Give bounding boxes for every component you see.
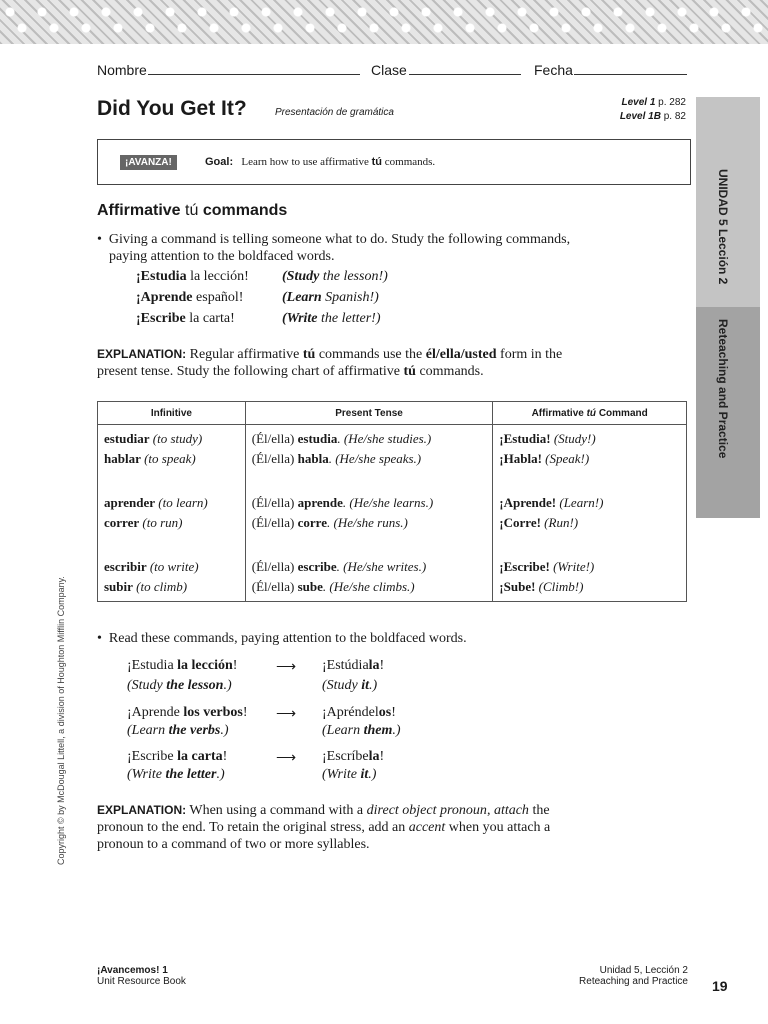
bullet-2 <box>97 630 467 647</box>
pre-b: aprende <box>297 495 343 510</box>
example-en-bold: (Write <box>282 311 318 326</box>
cmd: ¡Estudia! <box>499 431 551 446</box>
example-bold: ¡Escribe <box>136 311 186 326</box>
example-en-bold: (Study <box>282 269 320 284</box>
example-en-bold: (Learn <box>282 290 322 305</box>
pronoun-result-es <box>322 657 384 674</box>
pre-c: . (He/she runs.) <box>326 515 408 530</box>
explanation-2 <box>97 802 677 853</box>
cmd-en: (Write!) <box>549 559 595 574</box>
pronoun-example-en <box>127 677 232 694</box>
example-bold: ¡Estudia <box>136 269 187 284</box>
level1b-label: Level 1B <box>619 111 661 122</box>
res-en-c: .) <box>368 767 377 782</box>
section-title-2: tú <box>185 202 199 219</box>
present-cell <box>245 425 493 474</box>
exp2-l2a: pronoun to the end. To retain the original stress, add an <box>97 820 409 835</box>
inf-en: (to climb) <box>132 579 188 594</box>
exp2-l2c: when you attach a <box>445 820 551 835</box>
pre-c: . (He/she climbs.) <box>322 579 415 594</box>
res-en-b: it <box>360 767 369 782</box>
explanation1-label: EXPLANATION: <box>97 347 187 361</box>
nombre-label: Nombre <box>97 62 147 78</box>
present-cell <box>245 537 493 602</box>
table-header: Infinitive <box>98 402 246 425</box>
exp2-l1a: When using a command with a <box>186 803 367 818</box>
arrow-icon: ⟶ <box>276 751 297 766</box>
conjugation-table <box>97 401 687 602</box>
res-a: ¡Escríbe <box>322 749 369 764</box>
es-b: la carta <box>177 749 223 764</box>
arrow-icon: ⟶ <box>276 660 297 675</box>
pronoun-result-es <box>322 704 396 721</box>
footer-section-text: Reteaching and Practice <box>579 976 688 987</box>
table-row <box>98 425 687 474</box>
table-row <box>98 473 687 537</box>
bullet2-text: Read these commands, paying attention to the boldfaced words. <box>108 631 467 646</box>
example-rest: la lección! <box>186 269 249 284</box>
exp2-l1c: , <box>486 803 494 818</box>
res-c: ! <box>391 705 396 720</box>
pre-a: (Él/ella) <box>251 579 298 594</box>
infinitive-cell <box>98 473 246 537</box>
exp2-l1d: attach <box>493 803 529 818</box>
table-header: Affirmative tú Command <box>493 402 687 425</box>
res-en-a: (Write <box>322 767 361 782</box>
inf: estudiar <box>104 431 150 446</box>
explanation1-line2a: present tense. Study the following chart of affirmative <box>97 364 404 379</box>
page-subtitle: Presentación de gramática <box>275 107 394 118</box>
example-bold: ¡Aprende <box>136 290 193 305</box>
pronoun-result-en <box>322 766 376 783</box>
res-en-b: it <box>361 678 370 693</box>
en-b: the verbs <box>168 723 221 738</box>
explanation1-b: tú <box>302 347 316 362</box>
decorative-border <box>0 0 768 44</box>
table-row <box>98 537 687 602</box>
en-b: the letter <box>165 767 217 782</box>
es-b: la lección <box>177 658 233 673</box>
cmd-en: (Climb!) <box>535 579 584 594</box>
exp2-l2b: accent <box>408 820 446 835</box>
inf: aprender <box>104 495 156 510</box>
pronoun-example-en <box>127 722 229 739</box>
nombre-field[interactable] <box>148 74 360 75</box>
inf: correr <box>104 515 140 530</box>
table-header-row <box>98 402 687 425</box>
res-en-c: .) <box>392 723 401 738</box>
pronoun-result-es <box>322 748 384 765</box>
pre-b: sube <box>297 579 323 594</box>
side-tab-unit-text: UNIDAD 5 Lección 2 <box>716 169 730 285</box>
level-references <box>580 97 686 122</box>
es-c: ! <box>242 705 248 720</box>
res-en-c: .) <box>369 678 378 693</box>
es-a: ¡Escribe <box>127 749 178 764</box>
cmd: ¡Aprende! <box>499 495 557 510</box>
inf-en: (to learn) <box>155 495 208 510</box>
explanation-1 <box>97 346 677 380</box>
example-row <box>136 269 249 285</box>
side-tab-section-text: Reteaching and Practice <box>716 319 730 459</box>
cmd-en: (Study!) <box>550 431 596 446</box>
footer-book <box>97 965 186 987</box>
bullet-1 <box>97 231 657 265</box>
level1-page: p. 282 <box>655 97 686 108</box>
fecha-label: Fecha <box>534 62 573 78</box>
res-b: os <box>378 705 392 720</box>
section-title <box>97 202 287 220</box>
res-en-b: them <box>363 723 393 738</box>
bullet1-line2: paying attention to the boldfaced words. <box>109 249 335 264</box>
pre-c: . (He/she speaks.) <box>328 451 422 466</box>
goal-text-2: commands. <box>382 156 436 168</box>
res-a: ¡Apréndel <box>322 705 379 720</box>
fecha-field[interactable] <box>574 74 687 75</box>
bullet1-line1: Giving a command is telling someone what to do. Study the following commands, <box>108 232 571 247</box>
pre-a: (Él/ella) <box>251 515 298 530</box>
en-a: (Study <box>127 678 167 693</box>
inf: hablar <box>104 451 141 466</box>
example-en-rest: the lesson!) <box>319 269 388 284</box>
es-c: ! <box>232 658 238 673</box>
cmd: ¡Sube! <box>499 579 536 594</box>
copyright-text: Copyright © by McDougal Littell, a division of Houghton Mifflin Company. <box>56 576 66 865</box>
pronoun-result-en <box>322 677 377 694</box>
pronoun-example-es <box>127 704 248 721</box>
pronoun-example-en <box>127 766 225 783</box>
pre-b: escribe <box>297 559 337 574</box>
es-c: ! <box>222 749 228 764</box>
pre-a: (Él/ella) <box>251 451 298 466</box>
res-c: ! <box>379 749 385 764</box>
cmd-en: (Learn!) <box>556 495 604 510</box>
cmd: ¡Corre! <box>499 515 541 530</box>
example-en-rest: the letter!) <box>317 311 381 326</box>
cmd: ¡Escribe! <box>499 559 550 574</box>
inf-en: (to study) <box>149 431 203 446</box>
example-rest: español! <box>192 290 244 305</box>
inf-en: (to run) <box>139 515 183 530</box>
pre-b: habla <box>297 451 329 466</box>
cmd-en: (Speak!) <box>541 451 590 466</box>
en-c: .) <box>216 767 225 782</box>
page-number: 19 <box>712 978 728 994</box>
command-cell <box>493 425 687 474</box>
explanation2-label: EXPLANATION: <box>97 803 187 817</box>
es-a: ¡Estudia <box>127 658 178 673</box>
goal-box <box>97 139 691 185</box>
pre-a: (Él/ella) <box>251 495 298 510</box>
clase-label: Clase <box>371 62 407 78</box>
clase-field[interactable] <box>409 74 521 75</box>
pronoun-example-es <box>127 748 227 765</box>
section-title-1: Affirmative <box>97 202 186 219</box>
goal-label: Goal: <box>205 156 234 168</box>
present-cell <box>245 473 493 537</box>
footer-book-sub: Unit Resource Book <box>97 976 186 987</box>
en-c: .) <box>220 723 229 738</box>
pre-a: (Él/ella) <box>251 559 298 574</box>
example-rest: la carta! <box>185 311 235 326</box>
command-cell <box>493 537 687 602</box>
cmd-en: (Run!) <box>540 515 579 530</box>
pre-c: . (He/she studies.) <box>337 431 432 446</box>
exp2-l1e: the <box>528 803 550 818</box>
es-b: los verbos <box>183 705 243 720</box>
pre-a: (Él/ella) <box>251 431 298 446</box>
en-a: (Learn <box>127 723 169 738</box>
goal-text <box>205 156 435 168</box>
example-en-rest: Spanish!) <box>321 290 379 305</box>
level1-label: Level 1 <box>621 97 656 108</box>
example-row <box>136 290 243 306</box>
res-a: ¡Estúdia <box>322 658 369 673</box>
res-b: la <box>368 749 380 764</box>
arrow-icon: ⟶ <box>276 707 297 722</box>
footer-unit-text: Unidad 5, Lección 2 <box>599 965 688 976</box>
goal-text-bold: tú <box>371 156 382 168</box>
res-c: ! <box>379 658 385 673</box>
res-en-a: (Learn <box>322 723 364 738</box>
footer-unit <box>540 965 688 987</box>
bullet-icon: • <box>97 631 109 646</box>
pre-c: . (He/she learns.) <box>342 495 434 510</box>
pre-b: corre <box>297 515 327 530</box>
explanation1-e: form in the <box>496 347 563 362</box>
table-header: Present Tense <box>245 402 493 425</box>
res-b: la <box>368 658 380 673</box>
section-title-3: commands <box>198 202 288 219</box>
en-c: .) <box>223 678 232 693</box>
inf: subir <box>104 579 133 594</box>
goal-text-1: Learn how to use affirmative <box>241 156 372 168</box>
res-en-a: (Study <box>322 678 362 693</box>
es-a: ¡Aprende <box>127 705 184 720</box>
inf-en: (to write) <box>146 559 199 574</box>
inf-en: (to speak) <box>140 451 196 466</box>
pronoun-example-es <box>127 657 237 674</box>
exp2-l3: pronoun to a command of two or more syllables. <box>97 837 370 852</box>
example-translation <box>282 311 381 327</box>
infinitive-cell <box>98 425 246 474</box>
cmd: ¡Habla! <box>499 451 542 466</box>
infinitive-cell <box>98 537 246 602</box>
example-translation <box>282 290 379 306</box>
en-a: (Write <box>127 767 166 782</box>
explanation1-c: commands use the <box>315 347 426 362</box>
command-cell <box>493 473 687 537</box>
explanation1-a: Regular affirmative <box>186 347 303 362</box>
level1b-page: p. 82 <box>660 111 686 122</box>
explanation1-line2c: commands. <box>415 364 484 379</box>
example-row <box>136 311 235 327</box>
side-tab-section <box>696 307 760 518</box>
exp2-l1b: direct object pronoun <box>366 803 487 818</box>
en-b: the lesson <box>166 678 224 693</box>
pronoun-result-en <box>322 722 401 739</box>
page-title: Did You Get It? <box>97 97 247 120</box>
footer-book-title: ¡Avancemos! 1 <box>97 965 168 976</box>
inf: escribir <box>104 559 147 574</box>
side-tab-unit <box>696 97 760 307</box>
explanation1-line2b: tú <box>403 364 416 379</box>
explanation1-d: él/ella/usted <box>425 347 497 362</box>
avanza-badge: ¡AVANZA! <box>120 155 177 170</box>
example-translation <box>282 269 388 285</box>
bullet-icon: • <box>97 232 109 247</box>
pre-c: . (He/she writes.) <box>336 559 427 574</box>
pre-b: estudia <box>297 431 338 446</box>
